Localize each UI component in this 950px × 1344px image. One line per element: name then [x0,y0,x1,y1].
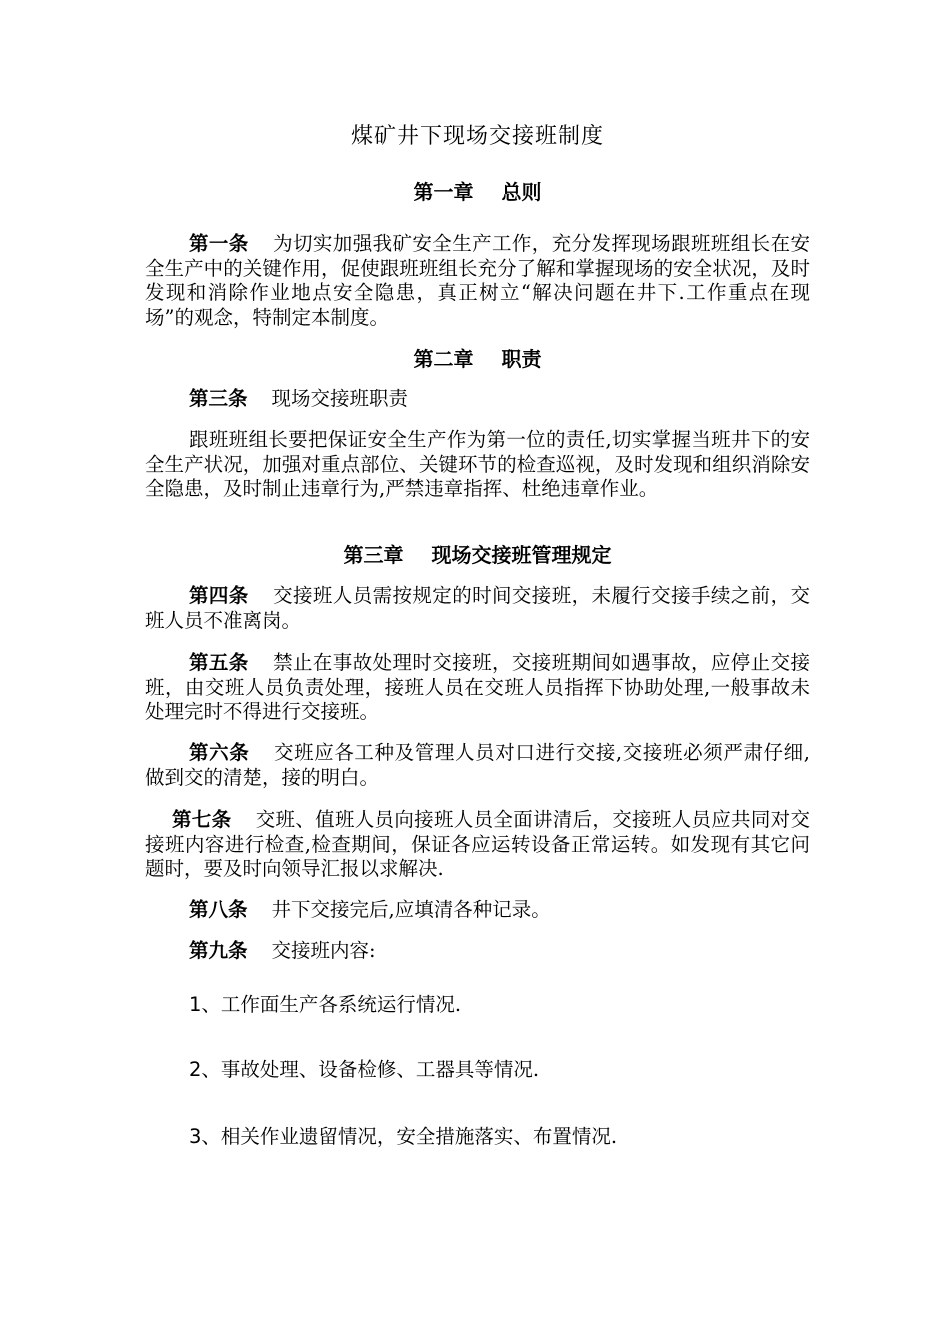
chapter-1-name: 总则 [501,180,542,204]
article-6-label: 第六条 [189,741,250,764]
article-5 [145,651,810,725]
list-item-text: 、事故处理、设备检修、工器具等情况. [201,1058,540,1081]
article-9-text: 交接班内容: [271,939,376,962]
article-1 [145,232,810,330]
article-5-text: 禁止在事故处理时交接班，交接班期间如遇事故，应停止交接班，由交班人员负责处理，接班人员在交班人员指挥下协助处理,一般事故未处理完时不得进行交接班。 [145,651,810,723]
article-6 [145,741,810,790]
list-item-number: 3 [189,1125,202,1148]
article-7-label: 第七条 [172,808,232,831]
document-page [145,0,810,1344]
article-5-label: 第五条 [189,651,249,674]
chapter-2-heading [145,345,810,373]
duty-paragraph: 跟班班组长要把保证安全生产作为第一位的责任,切实掌握当班井下的安全生产状况，加强对重点部位、关键环节的检查巡视，及时发现和组织消除安全隐患，及时制止违章行为,严禁违章指挥、杜绝违章作业。 [145,428,810,500]
article-6-text: 交班应各工种及管理人员对口进行交接,交接班必须严肃仔细,做到交的清楚，接的明白。 [145,741,810,789]
article-3-label: 第三条 [189,387,248,410]
article-3 [145,387,810,412]
list-item-text: 、相关作业遗留情况，安全措施落实、布置情况. [201,1125,618,1148]
article-1-label: 第一条 [189,232,249,255]
article-8 [145,898,810,923]
chapter-3-name: 现场交接班管理规定 [431,543,612,567]
chapter-1-label: 第一章 [413,180,474,204]
article-4-label: 第四条 [189,584,249,607]
article-3-text: 现场交接班职责 [271,387,409,410]
article-4-text: 交接班人员需按规定的时间交接班，未履行交接手续之前，交班人员不准离岗。 [145,584,810,632]
list-item-text: 、工作面生产各系统运行情况. [201,993,462,1016]
chapter-3-heading [145,541,810,569]
article-9-label: 第九条 [189,939,248,962]
chapter-2-label: 第二章 [413,347,474,371]
list-item-number: 1 [189,993,202,1016]
chapter-2-name: 职责 [501,347,542,371]
article-9 [145,939,810,964]
list-item [189,992,461,1018]
chapter-1-heading [145,178,810,206]
article-8-text: 井下交接完后,应填清各种记录。 [271,898,551,921]
document-title: 煤矿井下现场交接班制度 [350,124,604,149]
list-item-number: 2 [189,1058,202,1081]
article-4 [145,584,810,633]
chapter-3-label: 第三章 [343,543,404,567]
article-8-label: 第八条 [189,898,248,921]
article-7 [145,808,810,882]
list-item [189,1124,617,1150]
list-item [189,1057,539,1083]
article-7-text: 交班、值班人员向接班人员全面讲清后，交接班人员应共同对交接班内容进行检查,检查期间，保证各应运转设备正常运转。如发现有其它问题时，要及时向领导汇报以求解决. [145,808,810,880]
article-1-text: 为切实加强我矿安全生产工作，充分发挥现场跟班班组长在安全生产中的关键作用，促使跟班班组长充分了解和掌握现场的安全状况，及时发现和消除作业地点安全隐患，真正树立“解决问题在井下.工作重点在现场”的观念，特制定本制度。 [145,232,810,329]
